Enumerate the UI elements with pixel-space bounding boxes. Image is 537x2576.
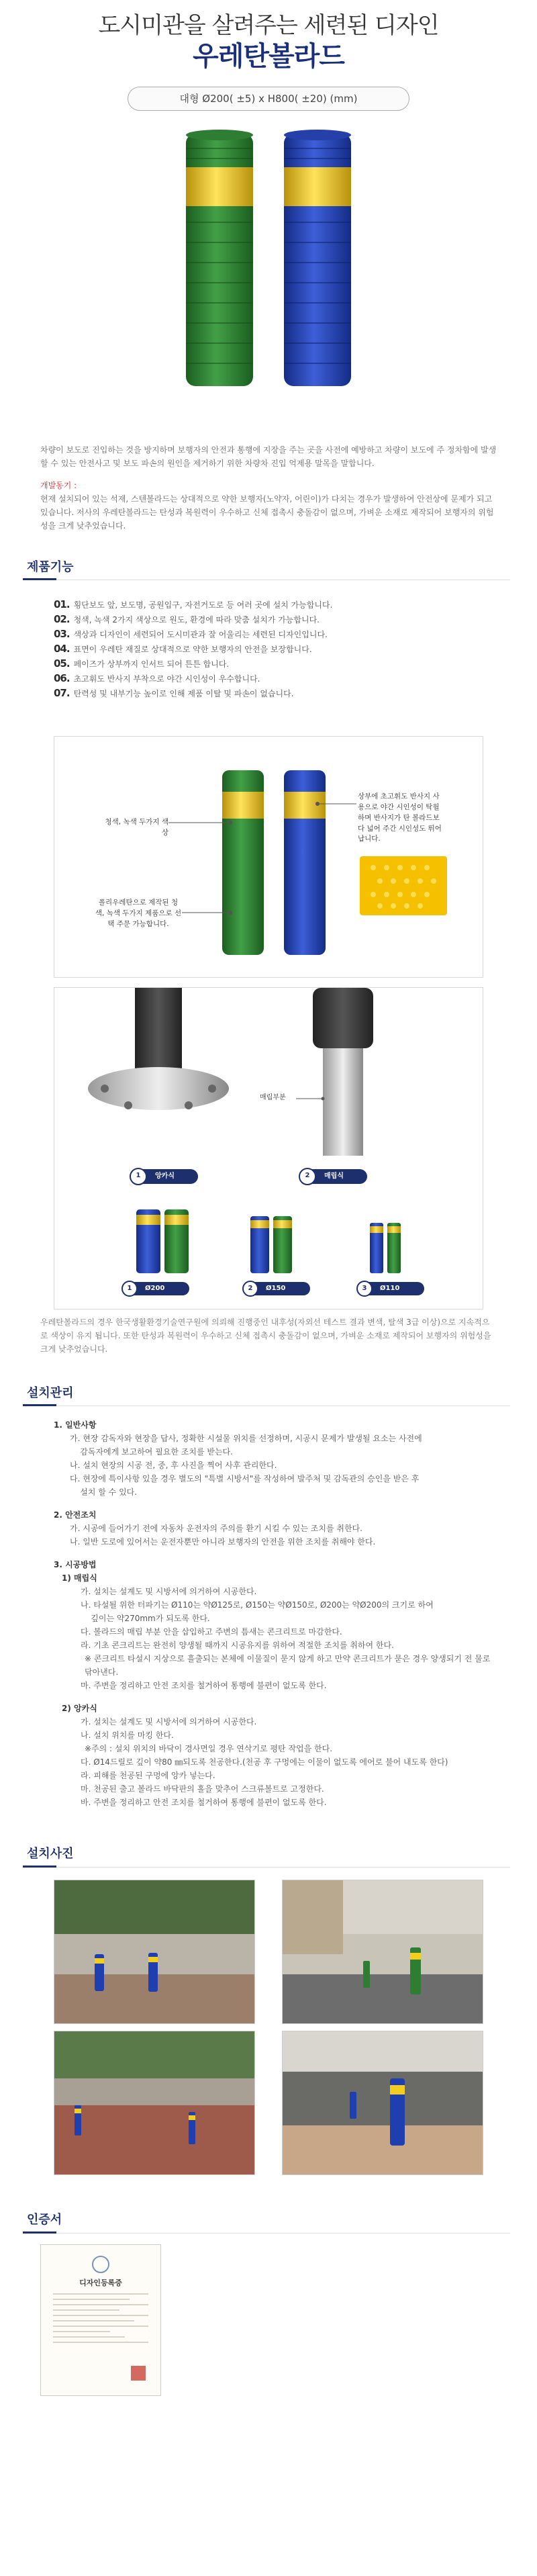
- management-line: 나. 타설될 위한 터파기는 Ø110는 약Ø125로, Ø150는 약Ø150로, Ø200는 약Ø200의 크기로 하여: [81, 1600, 434, 1610]
- size-200-label: Ø200: [145, 1285, 165, 1293]
- note-colors: 청색, 녹색 두가지 색상: [105, 818, 168, 837]
- features-list: [0, 580, 537, 701]
- anchor-method-heading: 2) 앙카식: [62, 1704, 97, 1714]
- feature-item: [54, 598, 537, 612]
- management-line: 가. 현장 감독자와 현장을 답사, 정확한 시설물 위치를 선정하며, 시공시 문제가 발생될 요소는 사전에: [70, 1434, 422, 1444]
- anchor-method-note: ※주의 : 설치 위치의 바닥이 경사면일 경우 연삭기로 평탄 작업을 한다.: [85, 1744, 333, 1754]
- general-heading: 1. 일반사항: [54, 1420, 97, 1430]
- feature-number: 02.: [54, 613, 70, 626]
- method-heading: 3. 시공방법: [54, 1560, 97, 1570]
- features-title: 제품기능: [27, 557, 74, 580]
- feature-item: [54, 686, 537, 701]
- size-150-label: Ø150: [266, 1285, 286, 1293]
- feature-number: 07.: [54, 687, 70, 700]
- safety-items: [54, 1522, 537, 1549]
- management-line: 나. 설치 위치를 마킹 한다.: [81, 1731, 174, 1741]
- feature-number: 05.: [54, 657, 70, 670]
- photo-grid: [54, 1880, 483, 2175]
- management-content: [0, 1406, 537, 1809]
- management-line: 다. 볼라드의 매립 부분 안을 삽입하고 주변의 틈새는 콘크리트로 마감한다.: [81, 1627, 342, 1637]
- type-buried-label: 매립식: [324, 1172, 344, 1181]
- management-line: 라. 피해를 천공된 구멍에 앙카 넣는다.: [81, 1771, 215, 1781]
- feature-number: 01.: [54, 598, 70, 611]
- buried-method-items: [54, 1585, 537, 1652]
- install-photo-2: [282, 1880, 483, 2024]
- size-200-number: 1: [127, 1285, 132, 1293]
- install-photo-3: [54, 2031, 255, 2175]
- blue-bollard-image: [281, 128, 354, 392]
- feature-item: [54, 657, 537, 672]
- management-line: 가. 설치는 설계도 및 시방서에 의거하여 시공한다.: [81, 1587, 257, 1597]
- anchor-method-items-2: [54, 1755, 537, 1809]
- hero: [0, 0, 537, 111]
- buried-part-label: 매립부분: [260, 1094, 286, 1102]
- buried-method-heading: 1) 매립식: [62, 1573, 97, 1583]
- feature-number: 06.: [54, 672, 70, 685]
- certificate-document: [40, 2244, 161, 2396]
- hero-title-line1: 도시미관을 살려주는 세련된 디자인: [98, 12, 439, 39]
- feature-diagram: [54, 736, 483, 978]
- green-bollard-image: [183, 128, 256, 392]
- feature-text: 색상과 디자인이 세련되어 도시미관과 잘 어울리는 세련된 디자인입니다.: [73, 630, 328, 640]
- buried-method-last: 마. 주변을 정리하고 안전 조치를 철거하여 통행에 불편이 없도록 한다.: [81, 1681, 327, 1691]
- management-line: 마. 천공된 출고 볼라드 바닥판의 홀을 맞추어 스크류볼트로 고정한다.: [81, 1784, 324, 1794]
- feature-number: 03.: [54, 628, 70, 641]
- management-line: 가. 설치는 설계도 및 시방서에 의거하여 시공한다.: [81, 1717, 257, 1727]
- development-motive: [40, 479, 497, 533]
- management-section: [0, 1369, 537, 1810]
- size-110-label: Ø110: [380, 1285, 400, 1293]
- diagram-illustration: [54, 737, 483, 977]
- type-buried-number: 2: [305, 1172, 310, 1180]
- photos-section: [0, 1829, 537, 2175]
- management-line: 나. 설치 현장의 시공 전, 중, 후 사진을 찍어 사후 관리한다.: [70, 1461, 277, 1471]
- note-reflector: 상부에 초고휘도 반사지 사용으로 야간 시인성이 탁월하며 반사지가 탄 볼라드보다 넓어 주간 시인성도 뛰어납니다.: [358, 792, 442, 843]
- intro-paragraph: 차량이 보도로 진입하는 것을 방지하며 보행자의 안전과 통행에 지장을 주는 곳을 사전에 예방하고 차량이 보도에 주 정차함에 발생할 수 있는 안전사고 및 보도 파손의 원인을 제거하기 위한 차량차 진입 억제용 말목을 말합니다.: [40, 445, 497, 468]
- general-items: [54, 1432, 537, 1499]
- weather-description: 우레탄볼라드의 경우 한국생활환경기술연구원에 의뢰해 진행중인 내후성(자외선 테스트 결과 변색, 탈색 3급 이상)으로 지속적으로 색상이 유지 됩니다. 또한 탄성과 복원력이 우수하고 신체 접촉시 충돌감이 없으며, 가벼운 소재로 제작되어 보행자의 위험성을 크게 낮추었습니다.: [40, 1318, 491, 1354]
- management-line: 감독자에게 보고하여 필요한 조치를 받는다.: [70, 1447, 233, 1457]
- install-types-illustration: [54, 988, 483, 1309]
- certificate-doc-title: 디자인등록증: [79, 2278, 122, 2287]
- install-photo-1: [54, 1880, 255, 2024]
- feature-number: 04.: [54, 643, 70, 655]
- certificate-section: [0, 2195, 537, 2396]
- certificate-divider: [27, 2233, 510, 2234]
- management-line: 바. 주변을 정리하고 안전 조치를 철거하여 통행에 불편이 없도록 한다.: [81, 1798, 327, 1808]
- feature-item: [54, 642, 537, 657]
- emblem-icon: [92, 2256, 109, 2273]
- intro-section: [0, 444, 537, 533]
- feature-text: 청색, 녹색 2가지 색상으로 원도, 환경에 따라 맞춤 설치가 가능합니다.: [73, 615, 320, 625]
- feature-text: 탄력성 및 내부기능 높이로 인해 제품 이탈 및 파손이 없습니다.: [73, 689, 294, 699]
- feature-text: 초고휘도 반사지 부착으로 야간 시인성이 우수합니다.: [73, 674, 260, 684]
- buried-method-note: ※ 콘크리트 타설시 지상으로 흘출되는 본체에 이물질이 묻지 않게 하고 만약 콘크리트가 묻은 경우 양생되기 전 물로 닦아낸다.: [85, 1654, 491, 1677]
- feature-item: [54, 627, 537, 642]
- feature-text: 표면이 우레탄 재질로 상대적으로 약한 보행자의 안전을 보장합니다.: [73, 645, 312, 655]
- install-types: [54, 987, 483, 1309]
- spec-badge: 대형 Ø200( ±5) x H800( ±20) (mm): [128, 87, 409, 111]
- type-anchor-number: 1: [136, 1172, 141, 1180]
- development-text: 현재 설치되어 있는 석재, 스텐볼라드는 상대적으로 약한 보행자(노약자, 어린이)가 다치는 경우가 발생하여 안전상에 문제가 되고 있습니다. 저사의 우레탄볼라드는 탄성과 복원력이 우수하고 신체 접촉시 충돌감이 없으며, 가벼운 소재로 제작되어 보행자의 위험성을 크게 낮추었습니다.: [40, 494, 494, 531]
- hero-title-line2: 우레탄볼라드: [193, 40, 344, 72]
- note-material: 폴리우레탄으로 제작된 청색, 녹색 두가지 제품으로 선택 주문 가능합니다.: [95, 899, 182, 928]
- feature-text: 횡단보도 앞, 보도명, 공원입구, 자전거도로 등 여러 곳에 설치 가능합니다.: [73, 600, 333, 610]
- certificate-title: 인증서: [27, 2210, 62, 2233]
- feature-item: [54, 612, 537, 627]
- type-anchor-label: 앙카식: [155, 1172, 175, 1181]
- management-line: 설치 할 수 있다.: [70, 1487, 138, 1498]
- size-150-number: 2: [248, 1285, 253, 1293]
- management-line: 라. 기초 콘크리트는 완전히 양생될 때까지 시공유지를 위하여 적절한 조치를 취하여 한다.: [81, 1641, 394, 1651]
- development-label: 개발동기 :: [40, 481, 77, 491]
- size-110-number: 3: [362, 1285, 367, 1293]
- photos-divider: [27, 1867, 510, 1868]
- feature-item: [54, 672, 537, 686]
- management-line: 깊이는 약270mm가 되도록 한다.: [81, 1614, 210, 1624]
- management-line: 다. Ø14드릴로 깊이 약80 ㎜되도록 천공한다.(천공 후 구멍에는 이물이 없도록 에어로 불어 내도록 한다): [81, 1757, 448, 1767]
- management-line: 가. 시공에 들어가기 전에 자동차 운전자의 주의를 환기 시킬 수 있는 조치를 취한다.: [70, 1524, 362, 1534]
- management-line: 나. 일반 도로에 있어서는 운전자뿐만 아니라 보행자의 안전을 위한 조치를 취해야 한다.: [70, 1537, 376, 1547]
- install-photo-4: [282, 2031, 483, 2175]
- management-title: 설치관리: [27, 1383, 74, 1406]
- photos-title: 설치사진: [27, 1844, 74, 1867]
- seal-stamp: [131, 2366, 146, 2381]
- management-line: 다. 현장에 특이사항 있을 경우 별도의 "특별 시방서"를 작성하여 발주처 및 감독관의 승인을 받은 후: [70, 1474, 420, 1484]
- hero-bollards: [0, 128, 537, 392]
- safety-heading: 2. 안전조치: [54, 1510, 97, 1520]
- anchor-method-items: [54, 1715, 537, 1742]
- features-section: [0, 543, 537, 702]
- feature-text: 페이즈가 상부까지 인서트 되어 튼튼 합니다.: [73, 659, 230, 670]
